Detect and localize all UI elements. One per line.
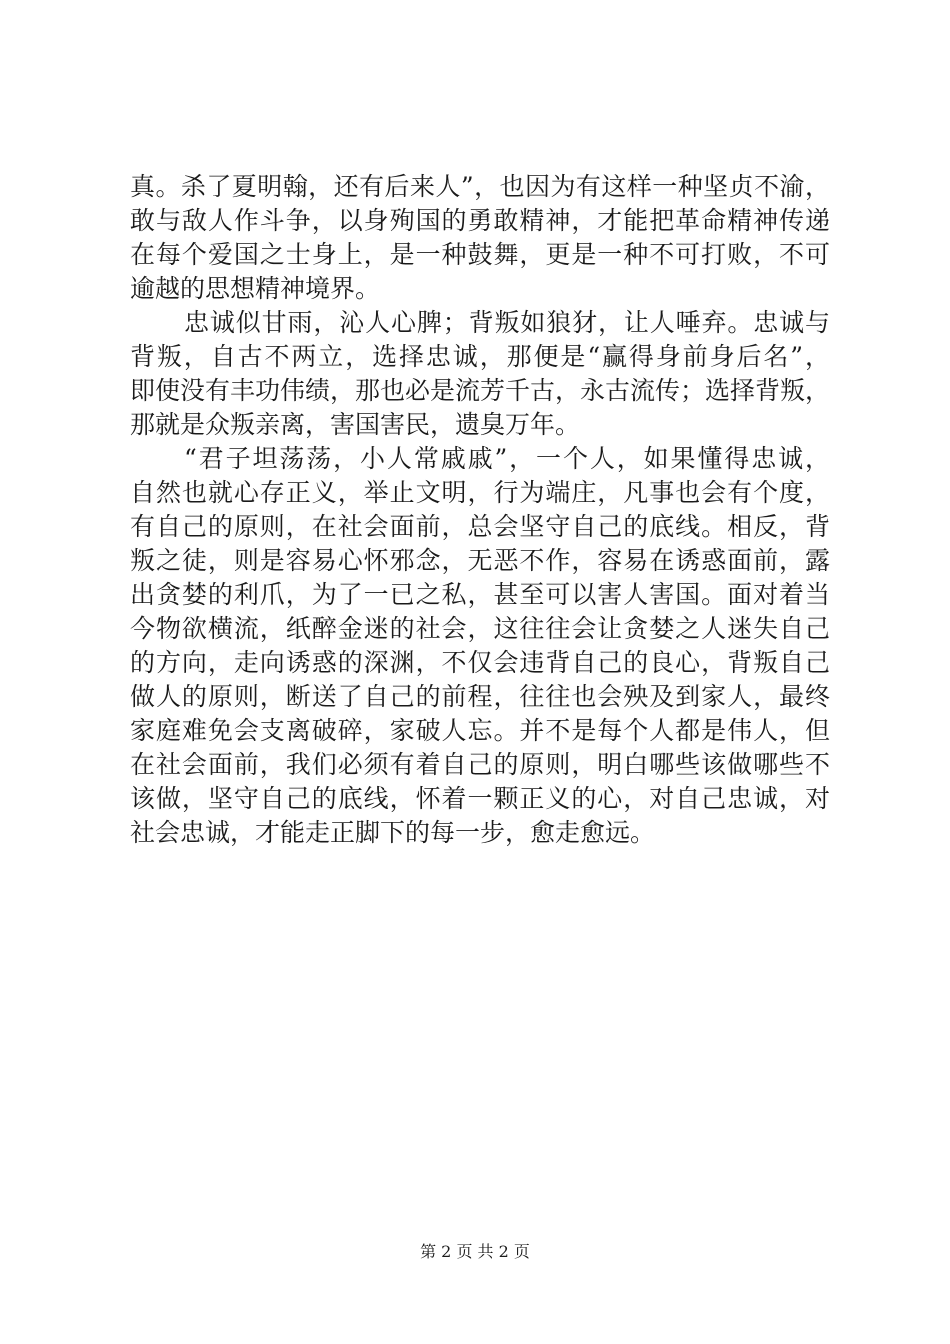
text-line: 有自己的原则，在社会面前，总会坚守自己的底线。相反，背 bbox=[130, 512, 830, 541]
text-line: 的方向，走向诱惑的深渊，不仅会违背自己的良心，背叛自己 bbox=[130, 648, 830, 677]
text-line: 敢与敌人作斗争，以身殉国的勇敢精神，才能把革命精神传递 bbox=[130, 206, 830, 235]
text-line: 在社会面前，我们必须有着自己的原则，明白哪些该做哪些不 bbox=[130, 750, 830, 779]
text-line: “君子坦荡荡，小人常戚戚”，一个人，如果懂得忠诚， bbox=[184, 444, 830, 473]
text-line: 自然也就心存正义，举止文明，行为端庄，凡事也会有个度， bbox=[130, 478, 830, 507]
text-line: 那就是众叛亲离，害国害民，遗臭万年。 bbox=[130, 410, 581, 439]
text-line: 出贪婪的利爪，为了一已之私，甚至可以害人害国。面对着当 bbox=[130, 580, 830, 609]
paragraph bbox=[130, 170, 830, 306]
text-line: 逾越的思想精神境界。 bbox=[130, 274, 381, 303]
text-line: 该做，坚守自己的底线，怀着一颗正义的心，对自己忠诚，对 bbox=[130, 784, 830, 813]
text-line: 叛之徒，则是容易心怀邪念，无恶不作，容易在诱惑面前，露 bbox=[130, 546, 830, 575]
paragraph bbox=[130, 442, 830, 850]
text-line: 做人的原则，断送了自己的前程，往往也会殃及到家人，最终 bbox=[130, 682, 830, 711]
paragraph bbox=[130, 306, 830, 442]
text-line: 家庭难免会支离破碎，家破人忘。并不是每个人都是伟人，但 bbox=[130, 716, 830, 745]
text-line: 今物欲横流，纸醉金迷的社会，这往往会让贪婪之人迷失自己 bbox=[130, 614, 830, 643]
page-number-footer: 第 2 页 共 2 页 bbox=[420, 1242, 530, 1261]
document-body bbox=[130, 170, 830, 850]
text-line: 在每个爱国之士身上，是一种鼓舞，更是一种不可打败，不可 bbox=[130, 240, 830, 269]
text-line: 即使没有丰功伟绩，那也必是流芳千古，永古流传；选择背叛， bbox=[130, 376, 831, 405]
text-line: 真。杀了夏明翰，还有后来人”，也因为有这样一种坚贞不渝， bbox=[130, 172, 830, 201]
text-line: 社会忠诚，才能走正脚下的每一步，愈走愈远。 bbox=[130, 818, 656, 847]
text-line: 忠诚似甘雨，沁人心脾；背叛如狼犲，让人唾弃。忠诚与 bbox=[184, 308, 830, 337]
text-line: 背叛，自古不两立，选择忠诚，那便是“赢得身前身后名”， bbox=[130, 342, 830, 371]
